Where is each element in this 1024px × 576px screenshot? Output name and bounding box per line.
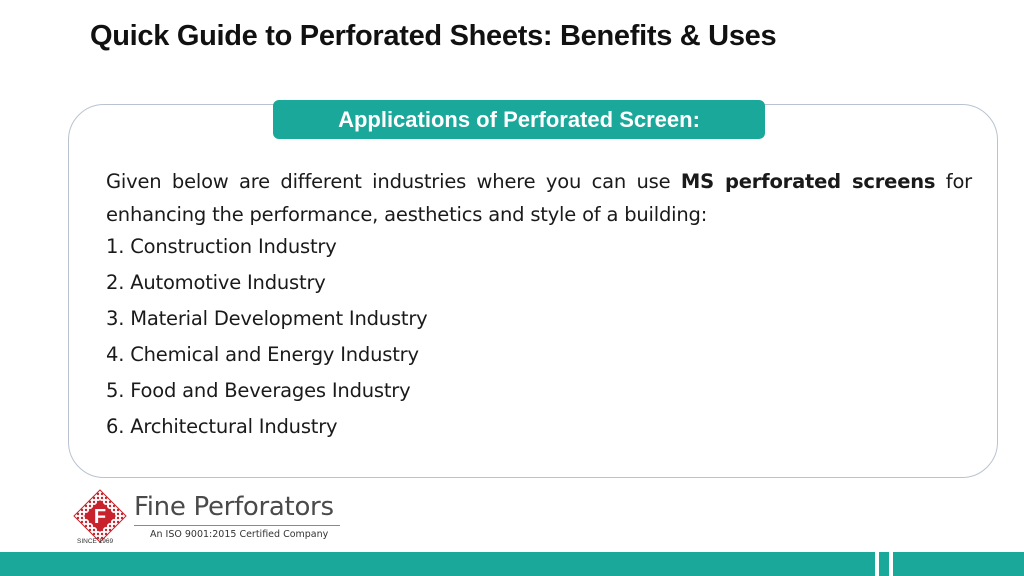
- logo-divider: [134, 525, 340, 526]
- list-item: 5. Food and Beverages Industry: [106, 379, 411, 402]
- footer-bar: [0, 552, 1024, 576]
- since-label: SINCE 1969: [77, 538, 114, 545]
- list-item: 2. Automotive Industry: [106, 271, 326, 294]
- intro-highlight: MS perforated screens: [680, 170, 936, 193]
- company-logo: [72, 488, 372, 550]
- industry-list: [106, 229, 428, 445]
- list-item: 1. Construction Industry: [106, 235, 337, 258]
- company-name: Fine Perforators: [134, 492, 334, 522]
- list-item: 4. Chemical and Energy Industry: [106, 343, 419, 366]
- intro-text-start: Given below are different industries where you can use: [106, 170, 681, 193]
- intro-paragraph: [106, 165, 972, 231]
- page-title: Quick Guide to Perforated Sheets: Benefits & Uses: [90, 20, 777, 52]
- intro-text-end: for enhancing the performance, aesthetics and style of a building:: [106, 170, 972, 226]
- footer-stripe: [875, 552, 879, 576]
- footer-stripe: [889, 552, 893, 576]
- list-item: 3. Material Development Industry: [106, 307, 428, 330]
- logo-letter: F: [93, 506, 107, 528]
- list-item: 6. Architectural Industry: [106, 415, 338, 438]
- section-heading-badge: Applications of Perforated Screen:: [273, 100, 765, 139]
- company-tagline: An ISO 9001:2015 Certified Company: [150, 529, 329, 540]
